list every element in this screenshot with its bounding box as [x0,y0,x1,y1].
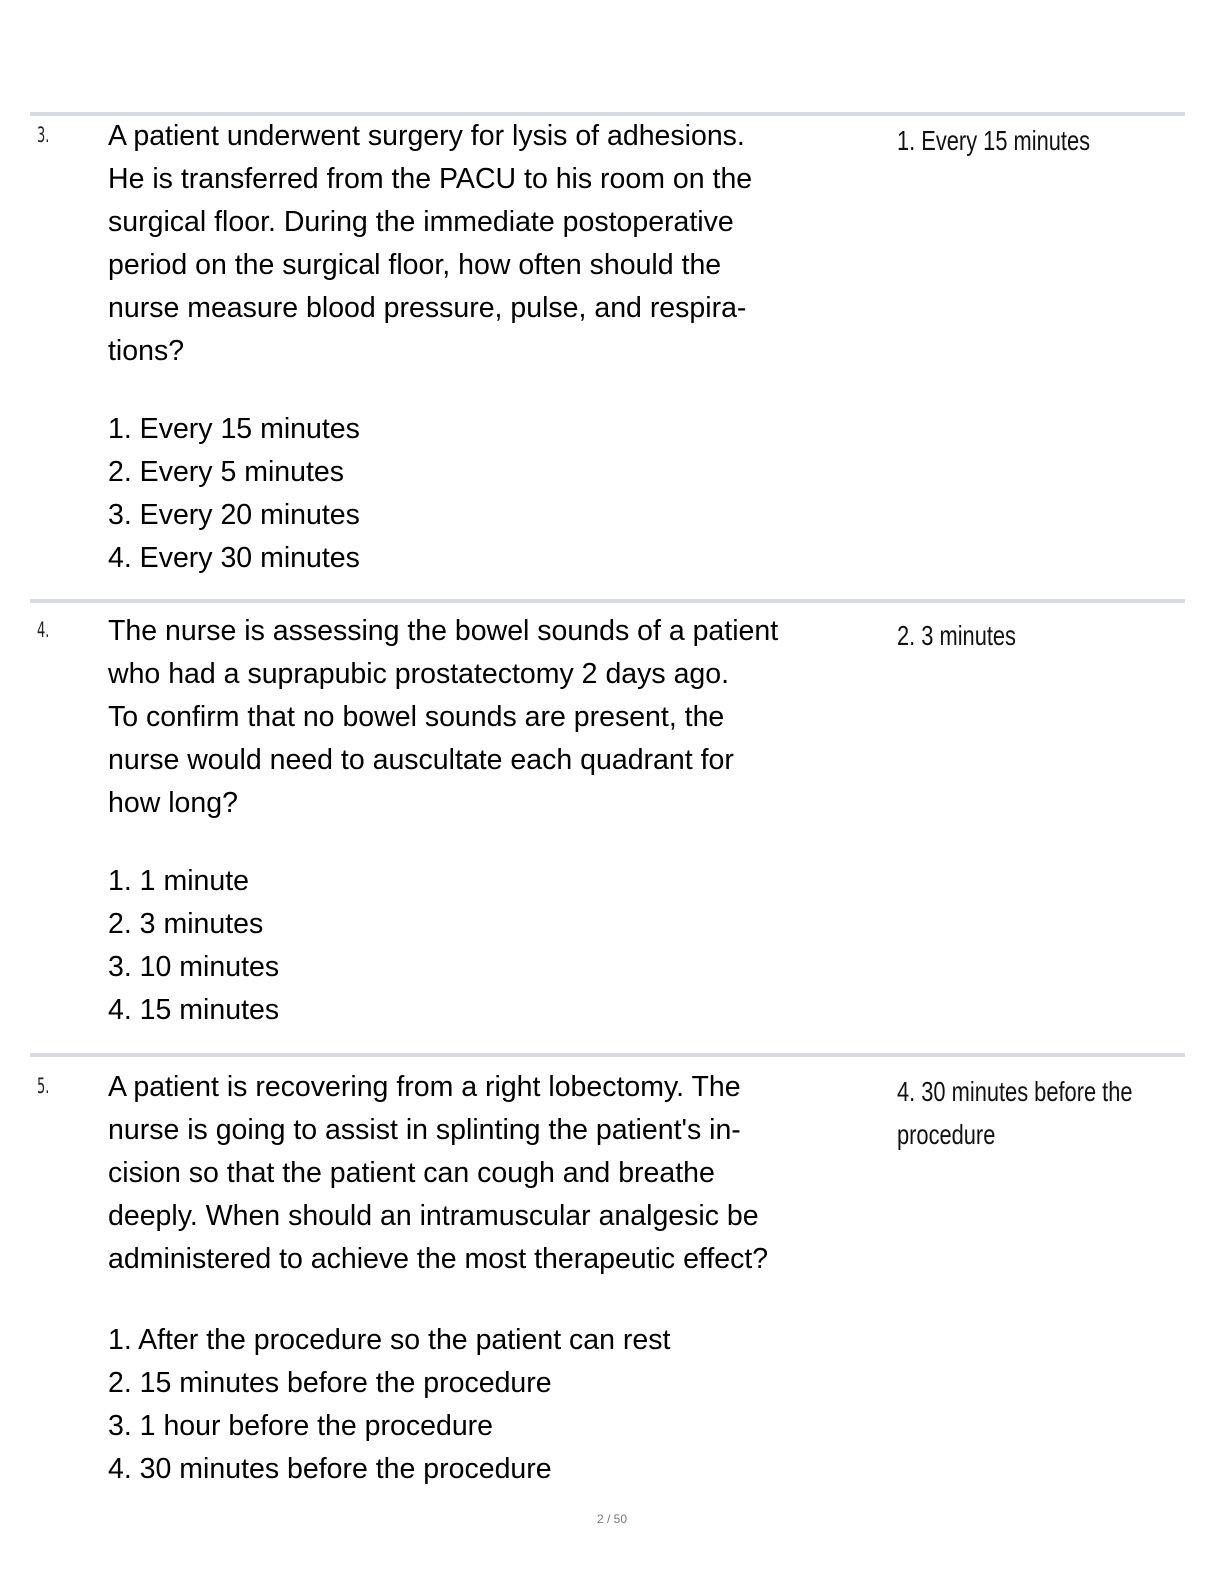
option-item: 3. 10 minutes [108,951,280,983]
stem-line: administered to achieve the most therapeutic effect? [108,1243,769,1275]
answer-line: procedure [897,1119,996,1150]
stem-line: cision so that the patient can cough and breathe [108,1157,715,1189]
answer-line: 1. Every 15 minutes [897,125,1091,156]
answer-line: 2. 3 minutes [897,620,1016,651]
stem-line: nurse measure blood pressure, pulse, and respira- [108,292,747,324]
option-item: 2. Every 5 minutes [108,456,345,488]
answer-text [897,1070,1133,1156]
question-stem [108,610,878,825]
option-item: 4. 30 minutes before the procedure [108,1453,552,1485]
stem-line: how long? [108,787,238,819]
stem-line: A patient is recovering from a right lobectomy. The [108,1071,741,1103]
option-item: 1. 1 minute [108,865,249,897]
stem-line: He is transferred from the PACU to his room on the [108,163,753,195]
stem-line: who had a suprapubic prostatectomy 2 days ago. [108,658,730,690]
question-stem [108,115,878,373]
option-item: 4. Every 30 minutes [108,542,360,574]
stem-line: deeply. When should an intramuscular analgesic be [108,1200,759,1232]
answer-text [897,614,1016,657]
separator [30,599,1185,603]
question-number: 4. [37,618,50,642]
options-list [108,1319,670,1491]
stem-line: period on the surgical floor, how often should the [108,249,722,281]
option-item: 1. Every 15 minutes [108,413,360,445]
separator [30,1053,1185,1057]
option-item: 3. Every 20 minutes [108,499,360,531]
question-number: 3. [37,123,50,147]
stem-line: nurse is going to assist in splinting the patient's in- [108,1114,741,1146]
stem-line: surgical floor. During the immediate postoperative [108,206,734,238]
option-item: 2. 15 minutes before the procedure [108,1367,552,1399]
option-item: 2. 3 minutes [108,908,264,940]
option-item: 3. 1 hour before the procedure [108,1410,494,1442]
stem-line: nurse would need to auscultate each quadrant for [108,744,734,776]
options-list [108,408,360,580]
stem-line: tions? [108,335,185,367]
stem-line: The nurse is assessing the bowel sounds of a patient [108,615,779,647]
option-item: 4. 15 minutes [108,994,280,1026]
question-number: 5. [37,1074,50,1098]
page-number: 2 / 50 [596,1512,628,1526]
question-stem [108,1066,878,1281]
stem-line: A patient underwent surgery for lysis of adhesions. [108,120,745,152]
stem-line: To confirm that no bowel sounds are present, the [108,701,725,733]
options-list [108,860,279,1032]
answer-line: 4. 30 minutes before the [897,1076,1133,1107]
answer-text [897,119,1090,162]
option-item: 1. After the procedure so the patient can rest [108,1324,671,1356]
